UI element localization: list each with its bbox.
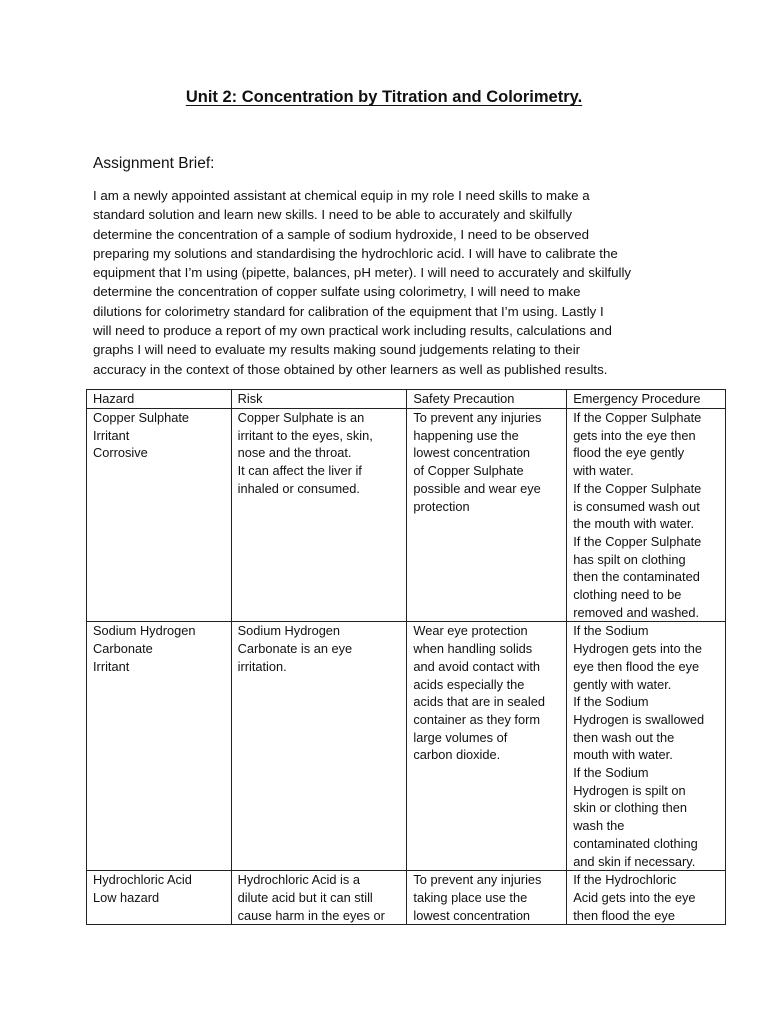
cell-line: Copper Sulphate <box>93 410 190 425</box>
cell-line: If the Copper Sulphate <box>573 410 702 425</box>
cell-line: then the contaminated <box>573 569 700 585</box>
cell-line: acids especially the <box>413 676 525 692</box>
header-risk: Risk <box>231 390 407 409</box>
brief-line: determine the concentration of copper sulfate using colorimetry, I will need to make <box>93 284 581 300</box>
brief-line: graphs I will need to evaluate my results making sound judgements relating to their <box>93 342 581 358</box>
cell-line: Low hazard <box>93 889 160 905</box>
cell-line: possible and wear eye <box>413 480 541 496</box>
cell-hazard <box>87 622 232 871</box>
cell-line: irritation. <box>237 658 287 674</box>
table-header-row <box>87 390 726 409</box>
cell-line: has spilt on clothing <box>573 551 686 567</box>
cell-line: Carbonate is an eye <box>237 641 353 657</box>
cell-line: Carbonate <box>93 641 153 657</box>
brief-line: determine the concentration of a sample of sodium hydroxide, I need to be observed <box>93 226 589 242</box>
cell-line: Corrosive <box>93 445 148 461</box>
cell-risk <box>231 409 407 622</box>
cell-line: lowest concentration <box>413 445 531 461</box>
cell-line: clothing need to be <box>573 587 682 603</box>
cell-precaution <box>407 622 567 871</box>
cell-line: Sodium Hydrogen <box>93 623 196 639</box>
cell-line: Hydrochloric Acid is a <box>237 872 360 888</box>
assignment-brief-text <box>93 186 693 379</box>
cell-risk <box>231 871 407 925</box>
cell-line: Irritant <box>93 658 130 674</box>
cell-line: inhaled or consumed. <box>237 480 360 496</box>
cell-line: lowest concentration <box>413 907 531 923</box>
cell-line: carbon dioxide. <box>413 747 501 763</box>
brief-line: I am a newly appointed assistant at chemical equip in my role I need skills to make a <box>93 188 590 203</box>
cell-emergency <box>567 622 726 871</box>
cell-line: mouth with water. <box>573 747 673 763</box>
cell-line: and avoid contact with <box>413 658 541 674</box>
cell-line: when handling solids <box>413 641 533 657</box>
cell-line: acids that are in sealed <box>413 694 545 710</box>
cell-line: skin or clothing then <box>573 800 688 816</box>
cell-precaution <box>407 409 567 622</box>
cell-line: nose and the throat. <box>237 445 352 461</box>
cell-line: If the Sodium <box>573 765 649 781</box>
cell-line: Copper Sulphate is an <box>237 410 365 425</box>
table-row <box>87 409 726 622</box>
cell-line: Hydrogen is swallowed <box>573 711 705 727</box>
cell-line: Hydrogen gets into the <box>573 641 702 657</box>
cell-line: is consumed wash out <box>573 498 700 514</box>
brief-line: dilutions for colorimetry standard for calibration of the equipment that I’m using. Lastly I <box>93 303 604 319</box>
brief-line: will need to produce a report of my own practical work including results, calculations and <box>93 323 612 339</box>
cell-precaution <box>407 871 567 925</box>
cell-line: and skin if necessary. <box>573 853 696 869</box>
cell-line: removed and washed. <box>573 604 700 620</box>
cell-line: irritant to the eyes, skin, <box>237 427 373 443</box>
cell-line: large volumes of <box>413 729 508 745</box>
cell-line: protection <box>413 498 470 514</box>
cell-emergency <box>567 871 726 925</box>
cell-line: of Copper Sulphate <box>413 463 524 479</box>
header-safety-precaution: Safety Precaution <box>407 390 567 409</box>
cell-line: Irritant <box>93 427 130 443</box>
header-hazard: Hazard <box>87 390 232 409</box>
cell-line: If the Copper Sulphate <box>573 533 702 549</box>
cell-line: then wash out the <box>573 729 675 745</box>
header-emergency-procedure: Emergency Procedure <box>567 390 726 409</box>
cell-line: If the Sodium <box>573 694 649 710</box>
cell-line: gently with water. <box>573 676 672 692</box>
cell-line: eye then flood the eye <box>573 658 700 674</box>
cell-line: then flood the eye <box>573 907 675 923</box>
cell-line: gets into the eye then <box>573 427 696 443</box>
cell-line: Sodium Hydrogen <box>237 623 341 639</box>
cell-line: contaminated clothing <box>573 835 698 851</box>
table-row <box>87 871 726 925</box>
cell-line: To prevent any injuries <box>413 410 542 425</box>
brief-line: accuracy in the context of those obtained by other learners as well as published results. <box>93 361 608 377</box>
cell-line: Hydrogen is spilt on <box>573 782 686 798</box>
cell-hazard <box>87 409 232 622</box>
cell-line: To prevent any injuries <box>413 872 542 888</box>
cell-risk <box>231 622 407 871</box>
brief-line: preparing my solutions and standardising the hydrochloric acid. I will have to calibrate the <box>93 245 618 261</box>
cell-line: If the Hydrochloric <box>573 872 677 888</box>
cell-line: If the Copper Sulphate <box>573 480 702 496</box>
cell-line: cause harm in the eyes or <box>237 907 385 923</box>
brief-line: equipment that I’m using (pipette, balances, pH meter). I will need to accurately and skilfully <box>93 265 632 281</box>
cell-line: the mouth with water. <box>573 516 695 532</box>
cell-hazard <box>87 871 232 925</box>
cell-line: Wear eye protection <box>413 623 528 639</box>
cell-line: with water. <box>573 463 634 479</box>
cell-line: Acid gets into the eye <box>573 889 696 905</box>
cell-line: flood the eye gently <box>573 445 685 461</box>
cell-line: It can affect the liver if <box>237 463 362 479</box>
table-row <box>87 622 726 871</box>
cell-emergency <box>567 409 726 622</box>
cell-line: wash the <box>573 818 625 834</box>
cell-line: Hydrochloric Acid <box>93 872 192 888</box>
assignment-brief-heading: Assignment Brief: <box>93 155 215 172</box>
cell-line: dilute acid but it can still <box>237 889 373 905</box>
cell-line: taking place use the <box>413 889 528 905</box>
cell-line: If the Sodium <box>573 623 649 639</box>
cell-line: container as they form <box>413 711 540 727</box>
hazard-table <box>86 389 726 925</box>
brief-line: standard solution and learn new skills. I need to be able to accurately and skilfully <box>93 207 572 223</box>
cell-line: happening use the <box>413 427 519 443</box>
document-title: Unit 2: Concentration by Titration and Colorimetry. <box>185 88 583 106</box>
